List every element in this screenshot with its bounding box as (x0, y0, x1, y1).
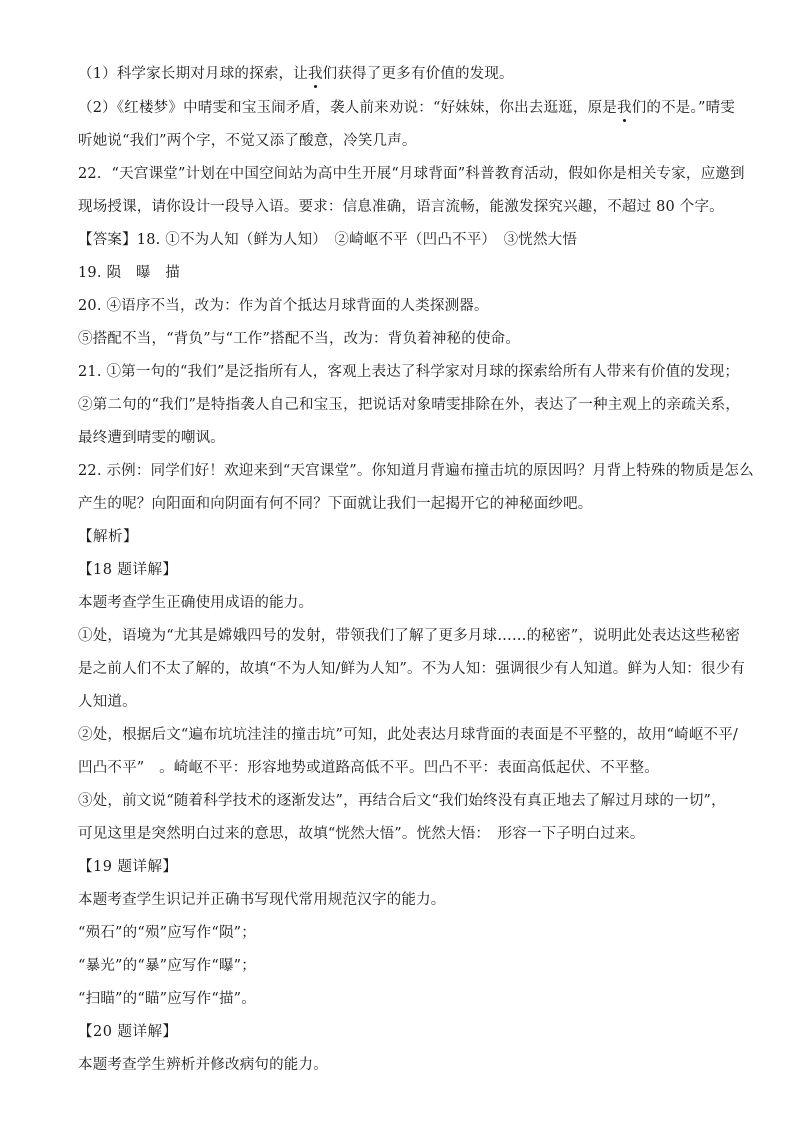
q19-detail-item-3: “扫瞄”的“瞄”应写作“描”。 (78, 991, 256, 1007)
analysis-heading: 【解析】 (78, 529, 138, 545)
question-21-sentence-1: （1）科学家长期对月球的探索，让我们获得了更多有价值的发现。 (78, 66, 514, 82)
q19-detail-heading: 【19 题详解】 (78, 859, 178, 875)
answer-20-item-4: 20. ④语序不当，改为：作为首个抵达月球背面的人类探测器。 (78, 298, 489, 314)
answer-20-item-5: ⑤搭配不当，“背负”与“工作”搭配不当，改为：背负着神秘的使命。 (78, 331, 521, 347)
question-22-cont: 现场授课，请你设计一段导入语。要求：信息准确，语言流畅，能激发探究兴趣，不超过 80 个字。 (78, 199, 724, 215)
q18-detail-point-2: ②处，根据后文“遍布坑坑洼洼的撞击坑”可知，此处表达月球背面的表面是不平整的，故用“崎岖不平/ (78, 727, 739, 743)
question-21-sentence-2: （2）《红楼梦》中晴雯和宝玉闹矛盾，袭人前来劝说：“好妹妹，你出去逛逛，原是我们的不是。”晴雯 (78, 100, 735, 116)
q18-detail-point-3-cont: 可见这里是突然明白过来的意思，故填“恍然大悟”。恍然大悟： 形容一下子明白过来。 (78, 826, 645, 842)
answer-22-cont: 产生的呢？向阳面和向阴面有何不同？下面就让我们一起揭开它的神秘面纱吧。 (78, 496, 593, 512)
q18-detail-point-1-cont: 是之前人们不太了解的，故填“不为人知/鲜为人知”。不为人知：强调很少有人知道。鲜为人知：很少有 (78, 661, 746, 677)
q19-detail-item-1: “殒石”的“殒”应写作“陨”； (78, 925, 256, 941)
q20-detail-intro: 本题考查学生辨析并修改病句的能力。 (78, 1057, 328, 1073)
answer-22: 22. 示例：同学们好！欢迎来到“天宫课堂”。你知道月背遍布撞击坑的原因吗？月背上特殊的物质是怎么 (78, 463, 754, 479)
question-22: 22．“天宫课堂”计划在中国空间站为高中生开展“月球背面”科普教育活动，假如你是相关专家，应邀到 (78, 166, 745, 182)
emphasis-dot-char: 我 (307, 66, 323, 82)
q18-detail-intro: 本题考查学生正确使用成语的能力。 (78, 595, 314, 611)
answer-21-item-1: 21. ①第一句的“我们”是泛指所有人，客观上表达了科学家对月球的探索给所有人带来有价值的发现； (78, 364, 740, 380)
q18-detail-point-3: ③处，前文说“随着科学技术的逐渐发达”，再结合后文“我们始终没有真正地去了解过月球的一切”， (78, 793, 726, 809)
q19-detail-item-2: “暴光”的“暴”应写作“曝”； (78, 958, 256, 974)
answer-18: 【答案】18. ①不为人知（鲜为人知） ②崎岖不平（凹凸不平） ③恍然大悟 (78, 232, 578, 248)
q18-detail-point-2-cont: 凹凸不平” 。崎岖不平：形容地势或道路高低不平。凹凸不平：表面高低起伏、不平整。 (78, 760, 659, 776)
q18-detail-point-1-end: 人知道。 (78, 694, 137, 710)
question-21-sentence-2-cont: 听她说“我们”两个字，不觉又添了酸意，冷笑几声。 (78, 133, 417, 149)
q19-detail-intro: 本题考查学生识记并正确书写现代常用规范汉字的能力。 (78, 892, 446, 908)
q18-detail-heading: 【18 题详解】 (78, 562, 178, 578)
answer-21-item-2-cont: 最终遭到晴雯的嘲讽。 (78, 430, 225, 446)
q20-detail-heading: 【20 题详解】 (78, 1024, 178, 1040)
answer-19: 19. 陨 曝 描 (78, 265, 180, 281)
answer-21-item-2: ②第二句的“我们”是特指袭人自己和宝玉，把说话对象晴雯排除在外，表达了一种主观上的亲疏关系， (78, 397, 741, 413)
emphasis-dot-char: 我 (617, 100, 632, 116)
q18-detail-point-1: ①处，语境为“尤其是嫦娥四号的发射，带领我们了解了更多月球……的秘密”，说明此处表达这些秘密 (78, 628, 741, 644)
